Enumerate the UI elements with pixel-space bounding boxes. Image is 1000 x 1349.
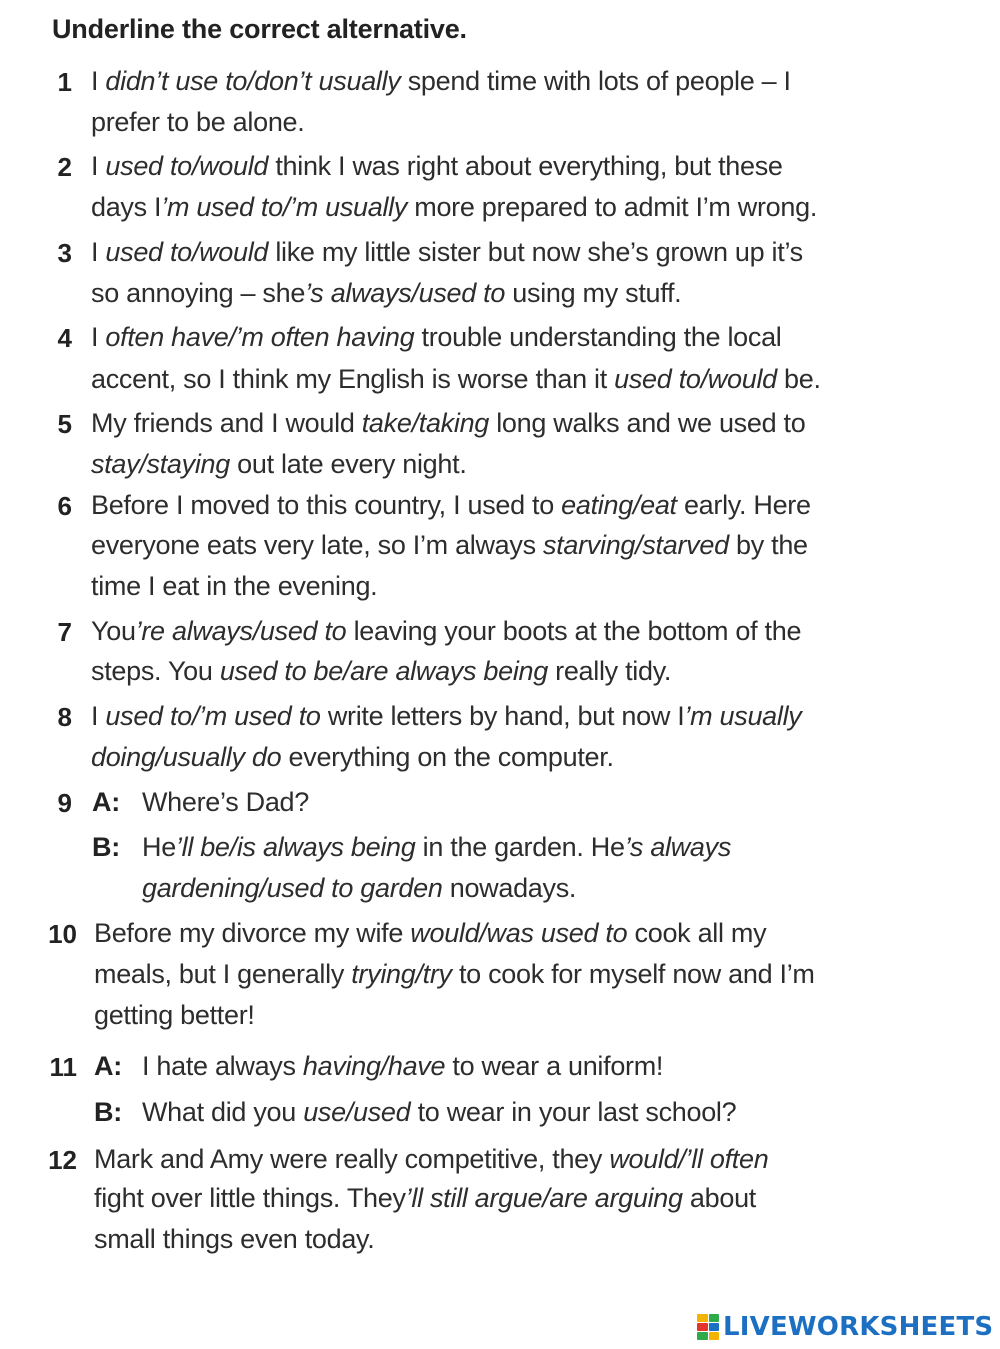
sentence-text: to wear a uniform!	[445, 1051, 664, 1081]
sentence-text: nowadays.	[442, 873, 577, 903]
sentence-text: using my stuff.	[505, 278, 682, 308]
option-choice[interactable]: would/’ll often	[609, 1144, 769, 1174]
exercise-line	[91, 237, 803, 268]
exercise-line	[91, 107, 304, 138]
exercise-line	[94, 918, 766, 949]
logo-square	[709, 1314, 720, 1322]
logo-square	[697, 1323, 708, 1331]
dialogue-line	[142, 1051, 663, 1082]
sentence-text: I	[91, 701, 106, 731]
exercise-line	[91, 151, 783, 182]
sentence-text: I	[91, 66, 106, 96]
option-choice[interactable]: didn’t use to/don’t usually	[105, 66, 401, 96]
exercise-line	[91, 322, 782, 353]
sentence-text: time I eat in the evening.	[91, 571, 378, 601]
option-choice[interactable]: use/used	[303, 1097, 411, 1127]
sentence-text: I	[91, 237, 106, 267]
speaker-label: B:	[94, 1097, 122, 1127]
exercise-line	[91, 408, 805, 439]
item-number: 4	[57, 323, 72, 353]
sentence-text: leaving your boots at the bottom of the	[346, 616, 802, 646]
sentence-text: Before I moved to this country, I used to	[91, 490, 562, 520]
option-choice[interactable]: ’ll be/is always being	[175, 832, 416, 862]
item-number: 11	[49, 1052, 77, 1082]
exercise-line	[91, 449, 467, 480]
option-choice[interactable]: often have/’m often having	[105, 322, 415, 352]
sentence-text: think I was right about everything, but these	[268, 151, 783, 181]
item-number: 2	[57, 152, 72, 182]
sentence-text: steps. You	[91, 656, 220, 686]
item-number: 7	[57, 617, 72, 647]
sentence-text: I hate always	[142, 1051, 303, 1081]
sentence-text: to wear in your last school?	[410, 1097, 737, 1127]
exercise-line	[91, 530, 808, 561]
exercise-line	[94, 959, 815, 990]
option-choice[interactable]: eating/eat	[561, 490, 677, 520]
sentence-text: everything on the computer.	[281, 742, 614, 772]
exercise-line	[91, 701, 801, 732]
sentence-text: like my little sister but now she’s grown up it’s	[268, 237, 803, 267]
option-choice[interactable]: trying/try	[351, 959, 452, 989]
sentence-text: spend time with lots of people – I	[400, 66, 791, 96]
sentence-text: accent, so I think my English is worse than it	[91, 364, 615, 394]
exercise-line	[91, 571, 377, 602]
sentence-text: meals, but I generally	[94, 959, 352, 989]
option-choice[interactable]: stay/staying	[91, 449, 230, 479]
sentence-text: days I	[91, 192, 162, 222]
exercise-line	[94, 1000, 255, 1031]
option-choice[interactable]: gardening/used to garden	[142, 873, 443, 903]
sentence-text: I	[91, 322, 106, 352]
sentence-text: in the garden. He	[415, 832, 625, 862]
sentence-text: Before my divorce my wife	[94, 918, 411, 948]
sentence-text: long walks and we used to	[489, 408, 806, 438]
sentence-text: trouble understanding the local	[414, 322, 782, 352]
option-choice[interactable]: ’m used to/’m usually	[161, 192, 408, 222]
exercise-line	[94, 1183, 756, 1214]
exercise-line	[91, 66, 791, 97]
option-choice[interactable]: would/was used to	[410, 918, 628, 948]
dialogue-line	[142, 873, 576, 904]
sentence-text: be.	[776, 364, 821, 394]
item-number: 3	[57, 238, 72, 268]
sentence-text: He	[142, 832, 176, 862]
logo-square	[697, 1332, 708, 1340]
sentence-text: You	[91, 616, 136, 646]
logo-square	[709, 1323, 720, 1331]
sentence-text: small things even today.	[94, 1224, 375, 1254]
dialogue-line	[142, 787, 309, 818]
item-number: 6	[57, 491, 72, 521]
sentence-text: more prepared to admit I’m wrong.	[407, 192, 818, 222]
sentence-text: to cook for myself now and I’m	[451, 959, 815, 989]
sentence-text: everyone eats very late, so I’m always	[91, 530, 543, 560]
option-choice[interactable]: used to be/are always being	[219, 656, 548, 686]
sentence-text: cook all my	[627, 918, 767, 948]
liveworksheets-logo	[697, 1312, 993, 1342]
sentence-text: prefer to be alone.	[91, 107, 305, 137]
sentence-text: fight over little things. They	[94, 1183, 406, 1213]
liveworksheets-mark-icon	[697, 1314, 719, 1340]
option-choice[interactable]: used to/would	[105, 237, 269, 267]
exercise-line	[94, 1224, 374, 1255]
exercise-line	[91, 656, 671, 687]
sentence-text: early. Here	[676, 490, 811, 520]
option-choice[interactable]: used to/would	[105, 151, 269, 181]
item-number: 12	[48, 1145, 77, 1175]
item-number: 8	[57, 702, 72, 732]
sentence-text: What did you	[142, 1097, 304, 1127]
speaker-label: A:	[94, 1051, 122, 1081]
item-number: 10	[48, 919, 77, 949]
item-number: 5	[57, 409, 72, 439]
option-choice[interactable]: take/taking	[361, 408, 490, 438]
option-choice[interactable]: ’ll still argue/are arguing	[405, 1183, 683, 1213]
sentence-text: write letters by hand, but now I	[320, 701, 685, 731]
dialogue-line	[142, 1097, 736, 1128]
exercise-line	[91, 192, 817, 223]
sentence-text: Where’s Dad?	[142, 787, 309, 817]
option-choice[interactable]: ’m usually	[684, 701, 802, 731]
logo-text: LIVEWORKSHEETS	[723, 1312, 994, 1342]
sentence-text: My friends and I would	[91, 408, 362, 438]
sentence-text: by the	[728, 530, 808, 560]
exercise-line	[91, 364, 821, 395]
instruction-heading: Underline the correct alternative.	[52, 14, 467, 44]
option-choice[interactable]: ’s always/used to	[305, 278, 506, 308]
exercise-line	[91, 742, 614, 773]
option-choice[interactable]: starving/starved	[543, 530, 729, 560]
item-number: 1	[57, 67, 72, 97]
logo-square	[709, 1332, 720, 1340]
speaker-label: B:	[92, 832, 120, 862]
option-choice[interactable]: used to/’m used to	[105, 701, 321, 731]
option-choice[interactable]: having/have	[302, 1051, 446, 1081]
option-choice[interactable]: ’s always	[624, 832, 732, 862]
exercise-line	[91, 616, 801, 647]
logo-square	[697, 1314, 708, 1322]
exercise-line	[91, 490, 811, 521]
exercise-line	[91, 278, 681, 309]
sentence-text: so annoying – she	[91, 278, 306, 308]
exercise-line	[94, 1144, 768, 1175]
option-choice[interactable]: ’re always/used to	[135, 616, 347, 646]
sentence-text: I	[91, 151, 106, 181]
sentence-text: getting better!	[94, 1000, 255, 1030]
speaker-label: A:	[92, 787, 120, 817]
sentence-text: Mark and Amy were really competitive, they	[94, 1144, 610, 1174]
option-choice[interactable]: used to/would	[614, 364, 777, 394]
sentence-text: really tidy.	[547, 656, 672, 686]
sentence-text: out late every night.	[229, 449, 467, 479]
item-number: 9	[57, 788, 72, 818]
sentence-text: about	[682, 1183, 757, 1213]
option-choice[interactable]: doing/usually do	[91, 742, 282, 772]
dialogue-line	[142, 832, 731, 863]
